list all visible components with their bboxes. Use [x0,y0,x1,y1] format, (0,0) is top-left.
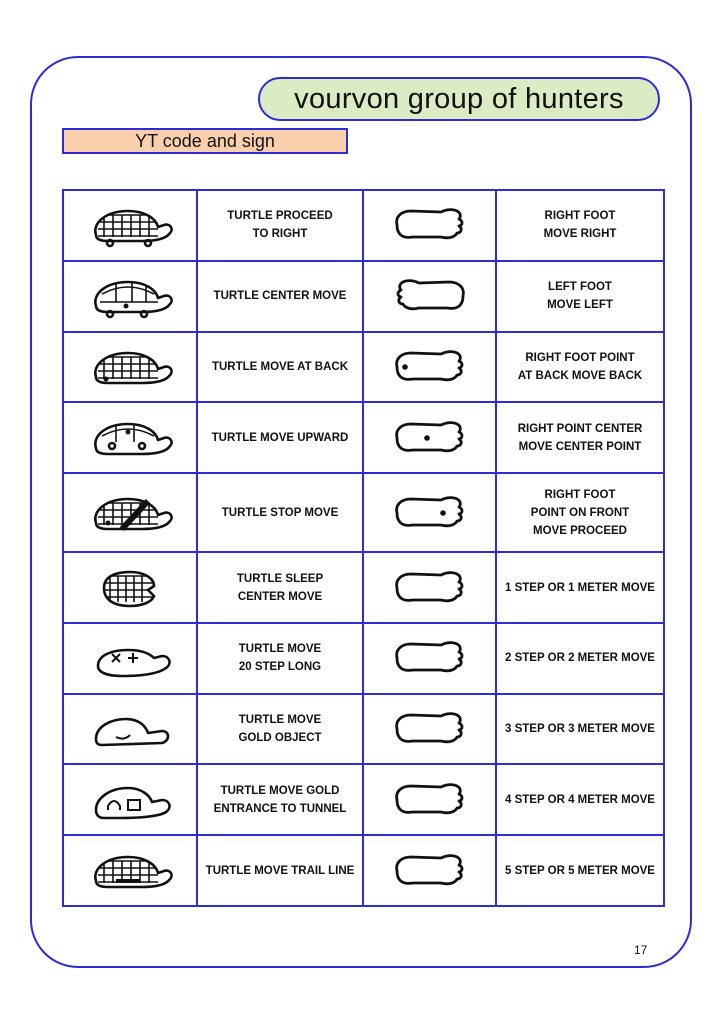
page-title-text: vourvon group of hunters [294,82,624,115]
foot-meaning-line: MOVE PROCEED [533,524,627,537]
turtle-meaning-line: TURTLE MOVE [238,643,322,656]
turtle-center-dot-icon [68,272,192,320]
turtle-sign-cell [63,835,197,906]
turtle-meaning-cell [197,623,363,694]
turtle-sign-cell [63,473,197,552]
table-row [63,190,664,261]
turtle-shell-icon [68,201,192,249]
right-foot-icon [368,203,491,247]
foot-outline-icon [368,566,491,610]
turtle-x-plus-icon [68,634,192,682]
turtle-meaning-line: TURTLE CENTER MOVE [213,290,347,303]
foot-meaning-line: MOVE CENTER POINT [518,440,642,453]
foot-meaning-cell [496,190,664,261]
foot-meaning-cell [496,552,664,623]
turtle-sign-cell [63,261,197,332]
turtle-trail-line-icon [68,847,192,895]
table-row [63,261,664,332]
turtle-arch-square-icon [68,776,192,824]
foot-sign-cell [363,623,496,694]
foot-meaning-line: MOVE RIGHT [543,228,617,241]
turtle-meaning-line: TURTLE MOVE GOLD [220,784,340,797]
foot-meaning-line: RIGHT POINT CENTER [517,422,643,435]
turtle-meaning-line: CENTER MOVE [237,590,323,603]
turtle-back-dot-icon [68,343,192,391]
table-row [63,473,664,552]
foot-meaning-cell [496,764,664,835]
turtle-smile-icon [68,705,192,753]
foot-center-point-icon [368,416,491,460]
foot-meaning-line: 4 STEP OR 4 METER MOVE [505,793,655,806]
turtle-sign-cell [63,190,197,261]
turtle-meaning-cell [197,552,363,623]
foot-meaning-cell [496,332,664,403]
turtle-meaning-line: TURTLE SLEEP [236,572,324,585]
turtle-meaning-cell [197,694,363,765]
foot-meaning-cell [496,473,664,552]
foot-sign-cell [363,261,496,332]
turtle-meaning-line: TURTLE PROCEED [227,210,333,223]
turtle-sign-cell [63,402,197,473]
foot-meaning-cell [496,623,664,694]
foot-meaning-line: RIGHT FOOT [544,210,616,223]
table-row [63,764,664,835]
turtle-meaning-cell [197,261,363,332]
foot-sign-cell [363,764,496,835]
foot-meaning-line: 2 STEP OR 2 METER MOVE [505,652,655,665]
turtle-sleep-icon [68,564,192,612]
turtle-meaning-line: ENTRANCE TO TUNNEL [213,802,347,815]
foot-meaning-line: RIGHT FOOT [544,488,616,501]
turtle-meaning-cell [197,473,363,552]
page-number: 17 [634,943,648,957]
foot-outline-icon [368,849,491,893]
turtle-meaning-line: TURTLE MOVE AT BACK [211,360,349,373]
foot-sign-cell [363,552,496,623]
foot-sign-cell [363,190,496,261]
table-row [63,402,664,473]
turtle-sign-cell [63,623,197,694]
turtle-sign-cell [63,552,197,623]
turtle-meaning-cell [197,402,363,473]
turtle-meaning-line: TURTLE STOP MOVE [221,506,339,519]
foot-meaning-line: RIGHT FOOT POINT [525,351,635,364]
foot-sign-cell [363,473,496,552]
turtle-meaning-line: TURTLE MOVE [238,714,322,727]
turtle-meaning-cell [197,190,363,261]
table-row [63,694,664,765]
table-row [63,623,664,694]
turtle-meaning-line: TO RIGHT [252,228,308,241]
turtle-sign-cell [63,694,197,765]
foot-meaning-cell [496,694,664,765]
foot-outline-icon [368,778,491,822]
section-label-text: YT code and sign [135,130,275,151]
turtle-meaning-cell [197,332,363,403]
turtle-meaning-line: 20 STEP LONG [238,661,322,674]
foot-sign-cell [363,694,496,765]
foot-sign-cell [363,402,496,473]
left-foot-icon [368,274,491,318]
foot-meaning-line: POINT ON FRONT [530,506,630,519]
section-label [62,128,348,154]
table-row [63,332,664,403]
foot-sign-cell [363,332,496,403]
foot-outline-icon [368,636,491,680]
turtle-sign-cell [63,332,197,403]
turtle-sign-cell [63,764,197,835]
turtle-meaning-line: TURTLE MOVE UPWARD [211,431,349,444]
turtle-meaning-cell [197,835,363,906]
table-row [63,552,664,623]
foot-outline-icon [368,707,491,751]
foot-meaning-line: MOVE LEFT [547,299,613,312]
foot-meaning-cell [496,261,664,332]
turtle-meaning-line: GOLD OBJECT [238,732,322,745]
turtle-meaning-line: TURTLE MOVE TRAIL LINE [205,864,355,877]
foot-meaning-line: LEFT FOOT [548,281,612,294]
foot-meaning-line: 1 STEP OR 1 METER MOVE [505,581,655,594]
turtle-meaning-cell [197,764,363,835]
page-title [258,77,660,121]
foot-front-point-icon [368,491,491,535]
foot-heel-point-icon [368,345,491,389]
foot-sign-cell [363,835,496,906]
foot-meaning-cell [496,402,664,473]
foot-meaning-line: AT BACK MOVE BACK [517,369,643,382]
turtle-upward-icon [68,414,192,462]
sign-table [62,189,665,907]
table-row [63,835,664,906]
foot-meaning-line: 3 STEP OR 3 METER MOVE [505,723,655,736]
turtle-stop-slash-icon [68,489,192,537]
foot-meaning-line: 5 STEP OR 5 METER MOVE [505,864,655,877]
foot-meaning-cell [496,835,664,906]
